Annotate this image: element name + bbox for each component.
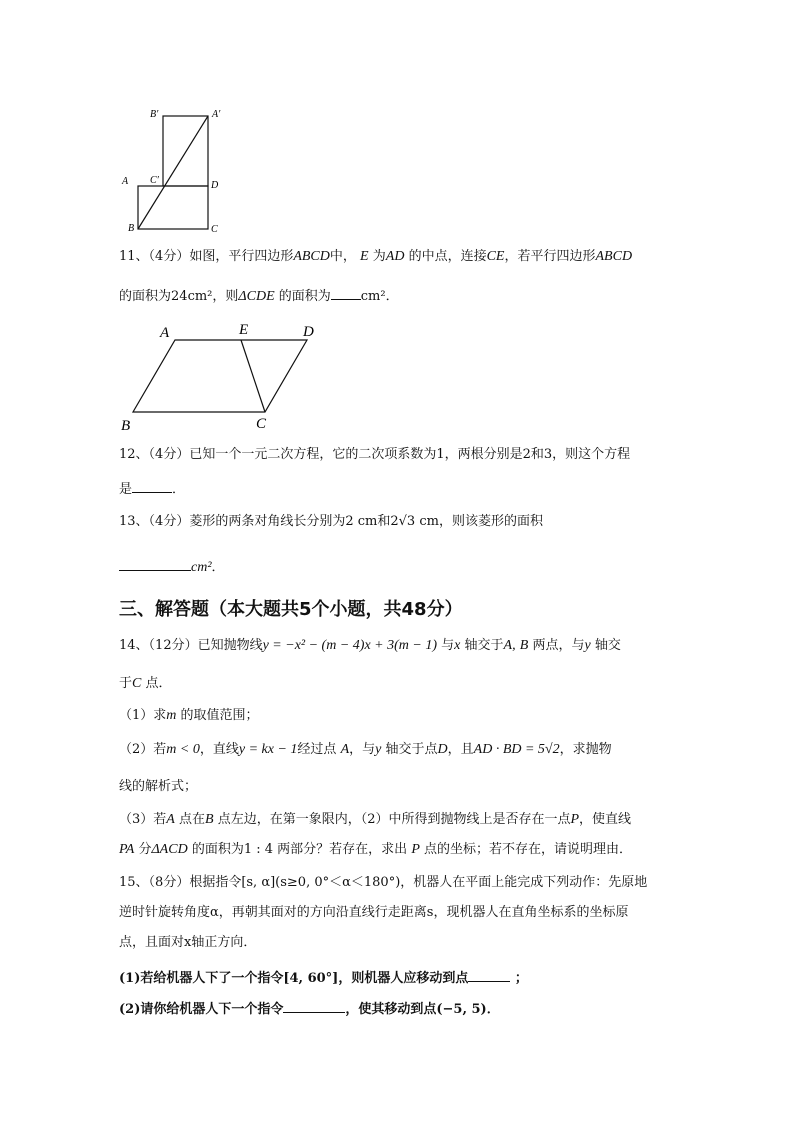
label-a: A: [160, 325, 170, 341]
label-e: E: [239, 322, 249, 338]
q11-line1: 11、（4分）如图，平行四边形ABCD中， E 为AD 的中点，连接CE，若平行四边形ABCD: [119, 249, 633, 264]
label-c-prime: C′: [150, 175, 159, 186]
q15-line2: 逆时针旋转角度α，再朝其面对的方向沿直线行走距离s，现机器人在直角坐标系的坐标原: [119, 905, 629, 920]
section-heading: 三、解答题（本大题共5个小题，共48分）: [119, 599, 463, 620]
answer-blank-q15-1[interactable]: [468, 967, 510, 982]
label-b: B: [128, 223, 135, 234]
answer-blank-q12[interactable]: [132, 478, 172, 493]
q13-line1: 13、（4分）菱形的两条对角线长分别为2 cm和2√3 cm，则该菱形的面积: [119, 514, 543, 529]
q13-line2: cm²．: [119, 556, 225, 577]
q15-part2: (2)请你给机器人下一个指令 ，使其移动到点(−5, 5)．: [119, 998, 500, 1019]
q14-part3-line1: （3）若A 点在B 点左边，在第一象限内，（2）中所得到抛物线上是否存在一点P，使直线: [119, 812, 632, 827]
label-c: C: [211, 224, 218, 235]
q14-part2-line1: （2）若m < 0，直线y = kx − 1经过点 A，与y 轴交于点D，且AD · BD = 5√2，求抛物: [119, 742, 612, 757]
q11-line2: 的面积为24cm²，则ΔCDE 的面积为 cm²．: [119, 285, 399, 306]
q15-part1: (1)若给机器人下了一个指令[4, 60°]，则机器人应移动到点 ；: [119, 967, 528, 988]
label-c: C: [256, 416, 267, 432]
label-a: A: [122, 176, 129, 187]
q15-line1: 15、（8分）根据指令[s, α](s≥0, 0°＜α＜180°)，机器人在平面上能完成下列动作：先原地: [119, 875, 648, 890]
label-b-prime: B′: [150, 109, 159, 120]
q14-part3-line2: PA 分ΔACD 的面积为1 : 4 两部分？若存在，求出 P 点的坐标；若不存在，请说明理由．: [119, 842, 633, 857]
lower-rectangle: [138, 186, 208, 229]
answer-blank-q13[interactable]: [119, 556, 191, 571]
q14-part2-line2: 线的解析式；: [119, 779, 198, 794]
q14-line2: 于C 点．: [119, 676, 172, 691]
q12-line1: 12、（4分）已知一个一元二次方程，它的二次项系数为1，两根分别是2和3，则这个方程: [119, 447, 631, 462]
label-b: B: [121, 418, 131, 434]
figure-q10: [110, 100, 230, 240]
q14-line1: 14、（12分）已知抛物线y = −x² − (m − 4)x + 3(m − 1) 与x 轴交于A, B 两点，与y 轴交: [119, 638, 621, 653]
parallelogram-abcd: [133, 340, 307, 412]
q15-line3: 点，且面对x轴正方向．: [119, 935, 257, 950]
answer-blank-q15-2[interactable]: [283, 998, 345, 1013]
diagonal-line: [138, 116, 208, 229]
q14-part1: （1）求m 的取值范围；: [119, 708, 259, 723]
label-a-prime: A′: [212, 109, 221, 120]
figure-q11: [115, 318, 330, 438]
segment-ec: [241, 340, 265, 412]
label-d: D: [211, 180, 219, 191]
q12-line2: 是 ．: [119, 478, 185, 499]
answer-blank-q11[interactable]: [331, 285, 361, 300]
label-d: D: [303, 324, 314, 340]
